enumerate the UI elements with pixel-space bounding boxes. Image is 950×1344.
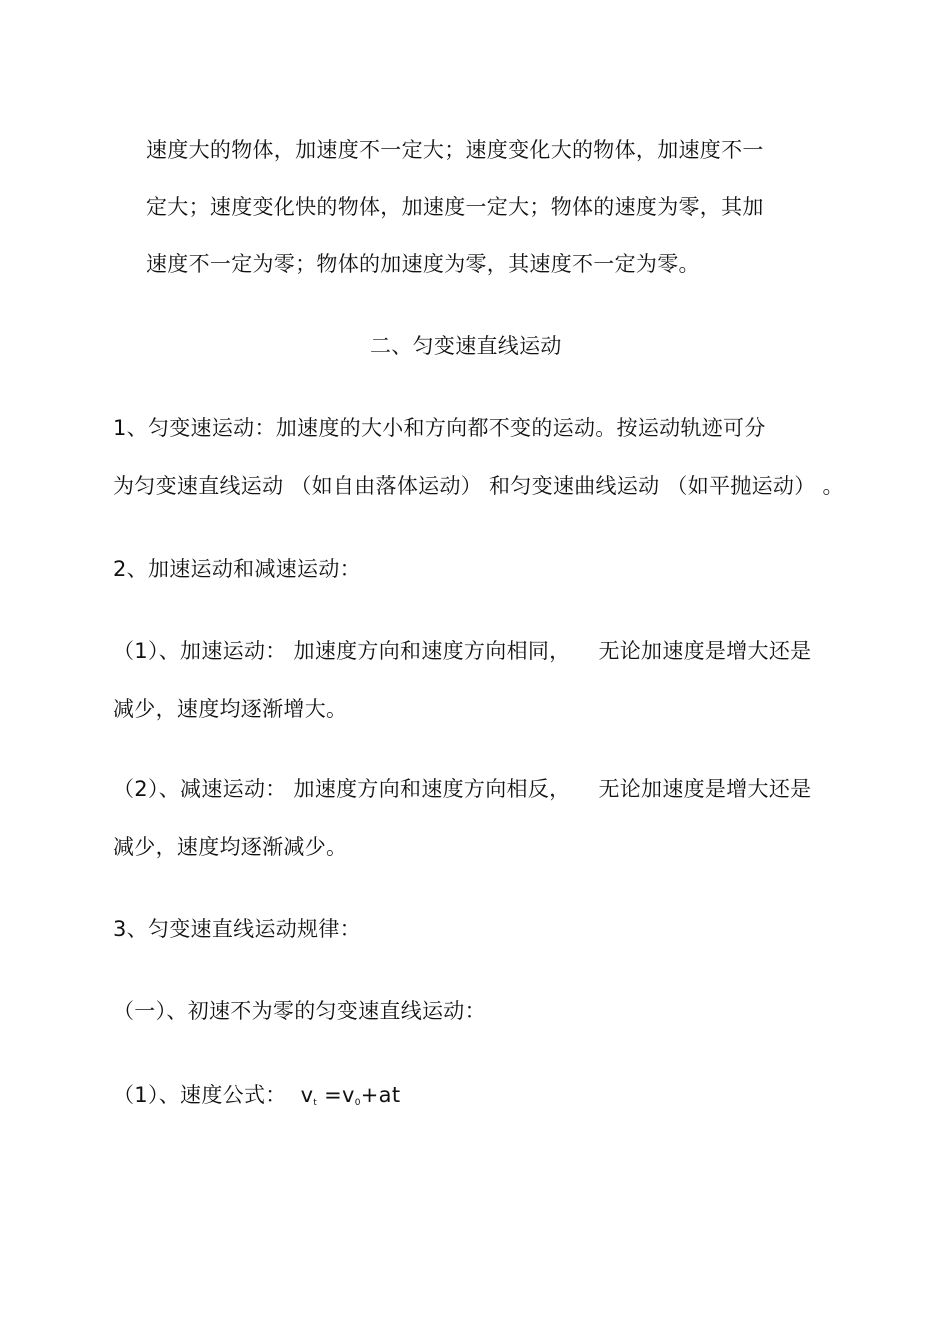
item2-heading: 2、加速运动和减速运动： (113, 557, 361, 581)
formula-rest: +at (360, 1083, 401, 1107)
item3-heading: 3、匀变速直线运动规律： (113, 917, 361, 941)
item2-sub2-line-1 (113, 775, 811, 803)
item2-sub2-line-2: 减少，速度均逐渐减少。 (113, 835, 348, 859)
item2-sub1-line-1 (113, 637, 811, 665)
formula-subscript-0: 0 (354, 1098, 361, 1108)
intro-line-1: 速度大的物体，加速度不一定大；速度变化大的物体，加速度不一 (146, 138, 764, 162)
formula-label: （1）、速度公式： (113, 1083, 287, 1107)
item2-sub2-part-b: 无论加速度是增大还是 (598, 777, 812, 801)
item1-line-2: 为匀变速直线运动 （如自由落体运动） 和匀变速曲线运动 （如平抛运动） 。 (113, 474, 844, 498)
intro-line-3: 速度不一定为零；物体的加速度为零，其速度不一定为零。 (146, 252, 700, 276)
item1-line-1: 1、匀变速运动：加速度的大小和方向都不变的运动。按运动轨迹可分 (113, 416, 766, 440)
formula-v: v (300, 1083, 314, 1107)
velocity-formula-line (113, 1081, 400, 1114)
item3-part1: （一）、初速不为零的匀变速直线运动： (113, 999, 486, 1023)
intro-line-2: 定大；速度变化快的物体，加速度一定大；物体的速度为零，其加 (146, 195, 764, 219)
item2-sub1-part-a: （1）、加速运动： 加速度方向和速度方向相同， (113, 639, 571, 663)
formula-equals-v: =v (317, 1083, 355, 1107)
item2-sub2-part-a: （2）、减速运动： 加速度方向和速度方向相反， (113, 777, 571, 801)
item2-sub1-part-b: 无论加速度是增大还是 (598, 639, 812, 663)
item2-sub1-line-2: 减少，速度均逐渐增大。 (113, 697, 348, 721)
section-title: 二、匀变速直线运动 (370, 334, 562, 358)
formula-subscript-t: t (313, 1098, 318, 1108)
